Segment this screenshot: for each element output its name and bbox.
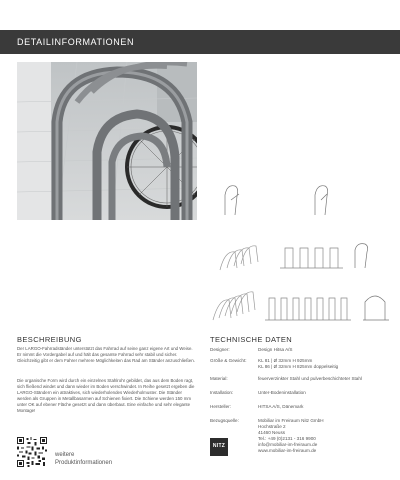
tech-value: Unter-Bodeninstallation [258,390,306,395]
logo-text: NITZ [212,443,226,449]
tech-label: Größe & Gewicht: [210,358,247,363]
tech-label: Installation: [210,390,234,395]
technical-title: TECHNISCHE DATEN [210,335,293,344]
description-paragraph-1: Der LARGO-Fahrradständer unterstützt das Fahrrad auf seine ganz eigene Art und Weise. Er nimmt die Vordergabel auf und hält das gesamte Fahrrad sehr stabil und sicher. Gleichzeitig gibt er dem Fahrer mehrere Möglichkeiten das Rad am Ständer anzuschließen. [17,346,195,364]
tech-value: HITSA A/S, Dänemark [258,404,304,409]
tech-value: Mobiliar im Freiraum Nitz GmbH Hochstraße 2 41460 Neuss Tel.: +49 (0)2131 - 316 9900 info@mobiliar-im-freiraum.de www.mobiliar-im-freiraum.de [258,418,324,453]
qr-code-icon[interactable] [17,437,47,467]
tech-value: feuerverzinkter Stahl und pulverbeschichteter Stahl [258,376,362,381]
tech-label: Designer: [210,347,230,352]
header-bar [0,30,400,54]
tech-label: Bezugsquelle: [210,418,239,423]
tech-label: Material: [210,376,228,381]
tech-value: Design Hitsa A/S [258,347,293,352]
technical-drawings [205,180,395,330]
more-link-line-2: Produktinformationen [55,460,113,466]
product-photo [17,62,197,220]
more-product-info-link[interactable] [55,451,112,467]
description-title: BESCHREIBUNG [17,335,82,344]
page-title: DETAILINFORMATIONEN [17,37,135,47]
tech-value: KL 81 | Ø 32mm H 925mm KL 86 | Ø 32mm H 825mm doppelseitig [258,358,339,369]
description-paragraph-2: Die organische Form wird durch ein einzelnes Stahlrohr gebildet, das aus dem Boden ragt, sich fließend windet und dann wieder im Boden verschwindet. In Reihe gesetzt ergeben die LARGO-Ständern ein attraktives, sich wiederholendes Wiederholmuster. Die Ständer werden als Gruppen in Metallbasarmen auf Schienen fixiert. Die Schiene werden 150 mm unter OK auf ebener Fläche gesetzt und dann überbaut. Eine einfache und sehr elegante Montage! [17,378,195,414]
more-link-line-1: weitere [55,452,75,458]
nitz-logo [210,438,228,456]
tech-label: Hersteller: [210,404,231,409]
